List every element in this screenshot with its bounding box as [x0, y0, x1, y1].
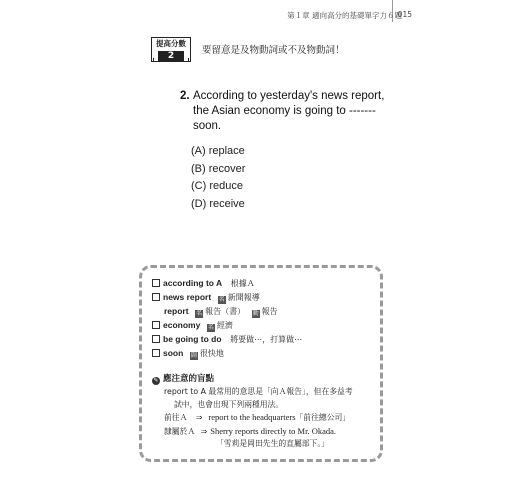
arrow-icon: ⇒ [200, 426, 208, 436]
vocab-item [152, 346, 372, 360]
vocab-term: economy [163, 320, 201, 330]
part-of-speech-badge: 動 [252, 310, 259, 317]
question-line-3: soon. [193, 120, 222, 132]
vocab-meaning: 報告（書） [205, 307, 246, 316]
question-block [180, 89, 385, 134]
vocab-item [152, 332, 372, 346]
question-number: 2. [180, 90, 190, 102]
note-line: report to A 最常用的意思是「向Ａ報告」，但在多益考 [164, 387, 353, 396]
question-line-2: the Asian economy is going to ------- [193, 105, 376, 117]
answer-options [191, 143, 245, 213]
part-of-speech-badge: 名 [207, 324, 214, 331]
example-english: report to the headquarters [208, 412, 296, 422]
vocab-term: news report [163, 292, 212, 302]
vocab-meaning: 很快地 [199, 349, 224, 358]
example-chinese: 「前往總公司」 [295, 413, 351, 422]
vocab-meaning: 報告 [261, 307, 278, 316]
note-line: 試中，也會出現下列兩種用法。 [174, 399, 284, 409]
vocab-meaning: 經濟 [216, 321, 233, 330]
example-row [152, 425, 372, 439]
vocab-item [152, 290, 372, 304]
option-b[interactable]: (B) recover [191, 162, 246, 175]
page-number: 015 [397, 10, 412, 19]
vocab-item [152, 318, 372, 332]
vocab-term: according to A [163, 278, 223, 288]
example-label: 前往Ａ [164, 413, 188, 422]
badge-stand [153, 58, 189, 62]
option-c[interactable]: (C) reduce [191, 180, 243, 192]
vocab-term: report [164, 306, 189, 316]
part-of-speech-badge: 名 [196, 310, 203, 317]
vocabulary-box [139, 265, 383, 462]
running-header: 第１章 適向高分的基礎單字力６題 [287, 11, 402, 20]
example-label: 隸屬於Ａ [164, 426, 196, 436]
vocab-meaning: 根據Ａ [230, 279, 255, 288]
option-d[interactable]: (D) receive [191, 197, 245, 210]
example-row [152, 411, 372, 425]
option-a[interactable]: (A) replace [191, 145, 245, 157]
vocab-item [152, 304, 372, 318]
vocab-term: be going to do [163, 334, 222, 344]
checkbox-icon[interactable] [152, 293, 160, 301]
pencil-icon: ✎ [153, 377, 159, 384]
badge-number: 2 [158, 51, 184, 62]
vocab-meaning: 將要做⋯，打算做⋯ [230, 335, 303, 344]
question-line-1: According to yesterday's news report, [193, 90, 385, 102]
example-english: Sherry reports directly to Mr. Okada. [210, 425, 337, 436]
checkbox-icon[interactable] [152, 335, 160, 343]
arrow-icon: ⇒ [195, 413, 203, 422]
part-of-speech-badge: 副 [190, 352, 197, 359]
vocab-term: soon [163, 348, 184, 358]
checkbox-icon[interactable] [152, 349, 160, 357]
example-translation: 「雪莉是岡田先生的直屬部下。」 [216, 439, 330, 448]
checkbox-icon[interactable] [152, 279, 160, 287]
note-heading [152, 373, 372, 386]
badge-label: 提高分數 [156, 39, 186, 48]
part-of-speech-badge: 名 [218, 296, 225, 303]
vocab-meaning: 新聞報導 [227, 293, 260, 302]
note-title: 應注意的盲點 [163, 374, 215, 384]
vocab-item [152, 276, 372, 290]
checkbox-icon[interactable] [152, 321, 160, 329]
tip-text: 要留意是及物動詞或不及物動詞！ [202, 45, 345, 56]
